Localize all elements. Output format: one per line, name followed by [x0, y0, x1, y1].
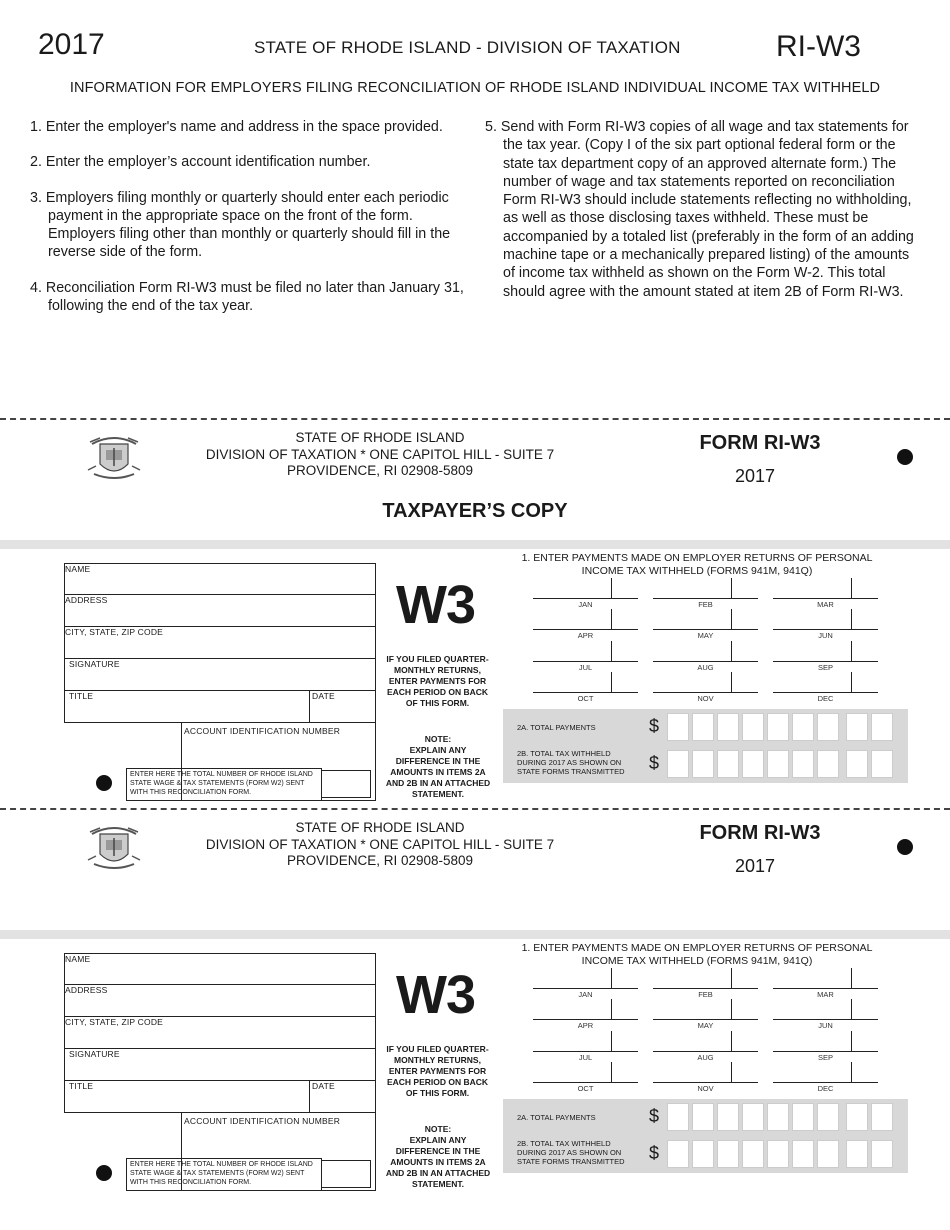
header-agency: STATE OF RHODE ISLAND - DIVISION OF TAXATION [254, 38, 681, 57]
date-field[interactable] [309, 1081, 376, 1113]
cut-line [0, 808, 950, 810]
month-entry-line[interactable] [773, 629, 878, 630]
date-label: DATE [312, 691, 335, 701]
digit-cell[interactable] [717, 1103, 739, 1131]
digit-cell[interactable] [846, 713, 868, 741]
agency-line-1: STATE OF RHODE ISLAND [295, 430, 465, 445]
month-entry-line[interactable] [773, 692, 878, 693]
digit-cell[interactable] [767, 1103, 789, 1131]
month-cents-divider [731, 1031, 732, 1051]
date-label: DATE [312, 1081, 335, 1091]
address-label: ADDRESS [65, 985, 108, 995]
taxpayer-copy-section [0, 418, 950, 808]
city-state-zip-field[interactable] [64, 627, 376, 659]
month-entry-line[interactable] [533, 1051, 638, 1052]
month-label: MAY [697, 631, 714, 640]
month-entry-line[interactable] [533, 692, 638, 693]
month-label: JAN [578, 990, 593, 999]
month-entry-line[interactable] [653, 988, 758, 989]
month-cents-divider [851, 641, 852, 661]
digit-cell[interactable] [792, 713, 814, 741]
payments-heading: 1. ENTER PAYMENTS MADE ON EMPLOYER RETURNS OF PERSONAL INCOME TAX WITHHELD (FORMS 941M, 941Q) [521, 552, 873, 577]
w2-count-label: ENTER HERE THE TOTAL NUMBER OF RHODE ISLAND STATE WAGE & TAX STATEMENTS (FORM W2) SENT WITH THIS RECONCILIATION FORM. [126, 768, 322, 801]
instructions-right [485, 118, 920, 301]
digit-cell[interactable] [717, 750, 739, 778]
month-label: DEC [817, 694, 834, 703]
month-entry-line[interactable] [653, 1019, 758, 1020]
month-entry-line[interactable] [653, 598, 758, 599]
month-cents-divider [611, 1062, 612, 1082]
totals-box [503, 709, 908, 783]
employer-copy-section [0, 808, 950, 1198]
month-cents-divider [851, 968, 852, 988]
instruction-3: 3. Employers filing monthly or quarterly should enter each periodic payment in the appropriate space on the front of the form. Employers filing other than monthly or quarterly should fill in the reverse side of the form. [30, 189, 451, 261]
month-entry-line[interactable] [533, 661, 638, 662]
digit-cell[interactable] [817, 713, 839, 741]
digit-cell[interactable] [717, 713, 739, 741]
digit-cell[interactable] [742, 713, 764, 741]
signature-field[interactable] [64, 1049, 376, 1081]
city-state-zip-label: CITY, STATE, ZIP CODE [65, 627, 164, 637]
note-text: EXPLAIN ANY DIFFERENCE IN THE AMOUNTS IN ITEMS 2A AND 2B IN AN ATTACHED STATEMENT. [385, 1135, 491, 1189]
signature-label: SIGNATURE [69, 659, 120, 669]
total-payments-label: 2A. TOTAL PAYMENTS [517, 723, 596, 732]
month-label: AUG [697, 1053, 714, 1062]
form-name: FORM RI-W3 [699, 432, 821, 454]
name-label: NAME [65, 954, 91, 964]
digit-cell[interactable] [667, 1103, 689, 1131]
w2-count-input[interactable] [321, 1160, 371, 1188]
form-year: 2017 [734, 466, 776, 486]
totals-box [503, 1099, 908, 1173]
digit-cell[interactable] [692, 1140, 714, 1168]
month-entry-line[interactable] [533, 1082, 638, 1083]
digit-cell[interactable] [817, 1140, 839, 1168]
digit-cell[interactable] [692, 713, 714, 741]
month-entry-line[interactable] [773, 988, 878, 989]
digit-cell[interactable] [667, 1140, 689, 1168]
month-entry-line[interactable] [653, 692, 758, 693]
digit-cell[interactable] [717, 1140, 739, 1168]
digit-cell[interactable] [871, 1140, 893, 1168]
month-entry-line[interactable] [653, 661, 758, 662]
signature-label: SIGNATURE [69, 1049, 120, 1059]
state-seal-icon [84, 820, 144, 872]
digit-cell[interactable] [667, 713, 689, 741]
registration-dot-left [96, 1165, 112, 1181]
digit-cell[interactable] [846, 1103, 868, 1131]
month-label: SEP [817, 663, 833, 672]
account-id-label: ACCOUNT IDENTIFICATION NUMBER [184, 726, 341, 736]
month-label: OCT [577, 1084, 594, 1093]
gray-band [0, 540, 950, 549]
total-withheld-label: 2B. TOTAL TAX WITHHELD DURING 2017 AS SHOWN ON STATE FORMS TRANSMITTED [517, 1139, 625, 1166]
name-field[interactable] [64, 953, 376, 985]
digit-cell[interactable] [692, 1103, 714, 1131]
digit-cell[interactable] [792, 1103, 814, 1131]
signature-field[interactable] [64, 659, 376, 691]
agency-address [180, 430, 580, 480]
note-title: NOTE: [424, 734, 452, 744]
month-cents-divider [611, 968, 612, 988]
agency-line-2: DIVISION OF TAXATION * ONE CAPITOL HILL - SUITE 7 [205, 836, 555, 852]
total-withheld-dollar: $ [649, 1143, 660, 1163]
instruction-5: 5. Send with Form RI-W3 copies of all wage and tax statements for the tax year. (Copy I of the six part optional federal form or the state tax department copy of an approved alternate form.) The number of wage and tax statements reported on reconciliation Form RI-W3 should include statements reflecting no withholding, as well as those disclosing taxes withheld. These must be accompanied by a totaled list (preferably in the form of an adding machine tape or a mechanically prepared listing) of the amounts of income tax withheld as shown on the Form W-2. This total should agree with the amount stated at item 2B of Form RI-W3. [485, 119, 914, 300]
header-year: 2017 [38, 28, 105, 61]
date-field[interactable] [309, 691, 376, 723]
month-entry-line[interactable] [533, 988, 638, 989]
month-cents-divider [731, 968, 732, 988]
instruction-2: 2. Enter the employer’s account identification number. [30, 154, 371, 171]
month-entry-line[interactable] [533, 629, 638, 630]
name-label: NAME [65, 564, 91, 574]
month-cents-divider [731, 999, 732, 1019]
digit-cell[interactable] [742, 1103, 764, 1131]
digit-cell[interactable] [871, 713, 893, 741]
payments-heading: 1. ENTER PAYMENTS MADE ON EMPLOYER RETURNS OF PERSONAL INCOME TAX WITHHELD (FORMS 941M, 941Q) [521, 942, 873, 967]
registration-dot [897, 449, 913, 465]
cut-line [0, 418, 950, 420]
agency-line-2: DIVISION OF TAXATION * ONE CAPITOL HILL - SUITE 7 [205, 446, 555, 462]
digit-cell[interactable] [667, 750, 689, 778]
month-label: MAY [697, 1021, 714, 1030]
month-cents-divider [851, 609, 852, 629]
w3-title: W3 [396, 965, 475, 1025]
registration-dot [897, 839, 913, 855]
address-field[interactable] [64, 985, 376, 1017]
w2-count-input[interactable] [321, 770, 371, 798]
month-cents-divider [731, 672, 732, 692]
address-field[interactable] [64, 595, 376, 627]
digit-cell[interactable] [767, 750, 789, 778]
month-label: FEB [698, 600, 713, 609]
month-label: FEB [698, 990, 713, 999]
month-cents-divider [731, 609, 732, 629]
month-label: JUL [578, 1053, 593, 1062]
instruction-1: 1. Enter the employer's name and address in the space provided. [30, 119, 443, 135]
quarterly-note: IF YOU FILED QUARTER-MONTHLY RETURNS, ENTER PAYMENTS FOR EACH PERIOD ON BACK OF THIS FORM. [386, 1044, 489, 1098]
digit-cell[interactable] [871, 750, 893, 778]
total-withheld-label: 2B. TOTAL TAX WITHHELD DURING 2017 AS SHOWN ON STATE FORMS TRANSMITTED [517, 749, 625, 776]
account-id-label: ACCOUNT IDENTIFICATION NUMBER [184, 1116, 341, 1126]
digit-cell[interactable] [846, 750, 868, 778]
agency-line-3: PROVIDENCE, RI 02908-5809 [286, 463, 474, 478]
title-label: TITLE [69, 1081, 94, 1091]
agency-line-1: STATE OF RHODE ISLAND [295, 820, 465, 835]
month-cents-divider [851, 1031, 852, 1051]
title-field[interactable] [64, 691, 310, 723]
header-subtitle: INFORMATION FOR EMPLOYERS FILING RECONCILIATION OF RHODE ISLAND INDIVIDUAL INCOME TAX WITHHELD [69, 80, 881, 96]
agency-address [180, 820, 580, 870]
total-withheld-dollar: $ [649, 753, 660, 773]
address-label: ADDRESS [65, 595, 108, 605]
month-cents-divider [851, 578, 852, 598]
month-entry-line[interactable] [653, 629, 758, 630]
digit-cell[interactable] [846, 1140, 868, 1168]
name-field[interactable] [64, 563, 376, 595]
month-label: AUG [697, 663, 714, 672]
month-cents-divider [611, 641, 612, 661]
digit-cell[interactable] [792, 750, 814, 778]
month-entry-line[interactable] [773, 1051, 878, 1052]
month-cents-divider [611, 578, 612, 598]
month-cents-divider [851, 999, 852, 1019]
month-label: JUL [578, 663, 593, 672]
title-label: TITLE [69, 691, 94, 701]
month-entry-line[interactable] [773, 598, 878, 599]
month-cents-divider [611, 999, 612, 1019]
month-cents-divider [731, 641, 732, 661]
city-state-zip-field[interactable] [64, 1017, 376, 1049]
month-entry-line[interactable] [653, 1051, 758, 1052]
form-name: FORM RI-W3 [699, 822, 821, 844]
month-label: JAN [578, 600, 593, 609]
state-seal-icon [84, 430, 144, 482]
month-label: OCT [577, 694, 594, 703]
month-label: JUN [818, 1021, 833, 1030]
month-cents-divider [851, 672, 852, 692]
gray-band [0, 930, 950, 939]
month-label: NOV [697, 694, 714, 703]
digit-cell[interactable] [817, 1103, 839, 1131]
month-label: DEC [817, 1084, 834, 1093]
month-cents-divider [611, 1031, 612, 1051]
month-label: SEP [817, 1053, 833, 1062]
month-cents-divider [611, 672, 612, 692]
month-cents-divider [731, 578, 732, 598]
month-label: MAR [817, 990, 834, 999]
digit-cell[interactable] [692, 750, 714, 778]
month-cents-divider [731, 1062, 732, 1082]
header-form-code: RI-W3 [776, 30, 861, 63]
month-label: APR [577, 631, 594, 640]
month-label: APR [577, 1021, 594, 1030]
note-text: EXPLAIN ANY DIFFERENCE IN THE AMOUNTS IN ITEMS 2A AND 2B IN AN ATTACHED STATEMENT. [385, 745, 491, 799]
digit-cell[interactable] [742, 1140, 764, 1168]
registration-dot-left [96, 775, 112, 791]
note-title: NOTE: [424, 1124, 452, 1134]
digit-cell[interactable] [792, 1140, 814, 1168]
instructions-left [30, 118, 470, 315]
taxpayer-copy-title: TAXPAYER’S COPY [382, 500, 568, 522]
digit-cell[interactable] [767, 1140, 789, 1168]
digit-cell[interactable] [871, 1103, 893, 1131]
w3-title: W3 [396, 575, 475, 635]
title-field[interactable] [64, 1081, 310, 1113]
city-state-zip-label: CITY, STATE, ZIP CODE [65, 1017, 164, 1027]
digit-cell[interactable] [767, 713, 789, 741]
instruction-4: 4. Reconciliation Form RI-W3 must be filed no later than January 31, following the end of the tax year. [30, 279, 464, 315]
month-entry-line[interactable] [653, 1082, 758, 1083]
month-label: MAR [817, 600, 834, 609]
month-entry-line[interactable] [773, 1082, 878, 1083]
quarterly-note: IF YOU FILED QUARTER-MONTHLY RETURNS, ENTER PAYMENTS FOR EACH PERIOD ON BACK OF THIS FORM. [386, 654, 489, 708]
form-year: 2017 [734, 856, 776, 876]
digit-cell[interactable] [817, 750, 839, 778]
month-label: NOV [697, 1084, 714, 1093]
month-entry-line[interactable] [533, 1019, 638, 1020]
month-entry-line[interactable] [533, 598, 638, 599]
month-entry-line[interactable] [773, 661, 878, 662]
agency-line-3: PROVIDENCE, RI 02908-5809 [286, 853, 474, 868]
total-payments-dollar: $ [649, 1106, 660, 1126]
month-entry-line[interactable] [773, 1019, 878, 1020]
month-label: JUN [818, 631, 833, 640]
digit-cell[interactable] [742, 750, 764, 778]
month-cents-divider [611, 609, 612, 629]
total-payments-dollar: $ [649, 716, 660, 736]
month-cents-divider [851, 1062, 852, 1082]
total-payments-label: 2A. TOTAL PAYMENTS [517, 1113, 596, 1122]
w2-count-label: ENTER HERE THE TOTAL NUMBER OF RHODE ISLAND STATE WAGE & TAX STATEMENTS (FORM W2) SENT WITH THIS RECONCILIATION FORM. [126, 1158, 322, 1191]
